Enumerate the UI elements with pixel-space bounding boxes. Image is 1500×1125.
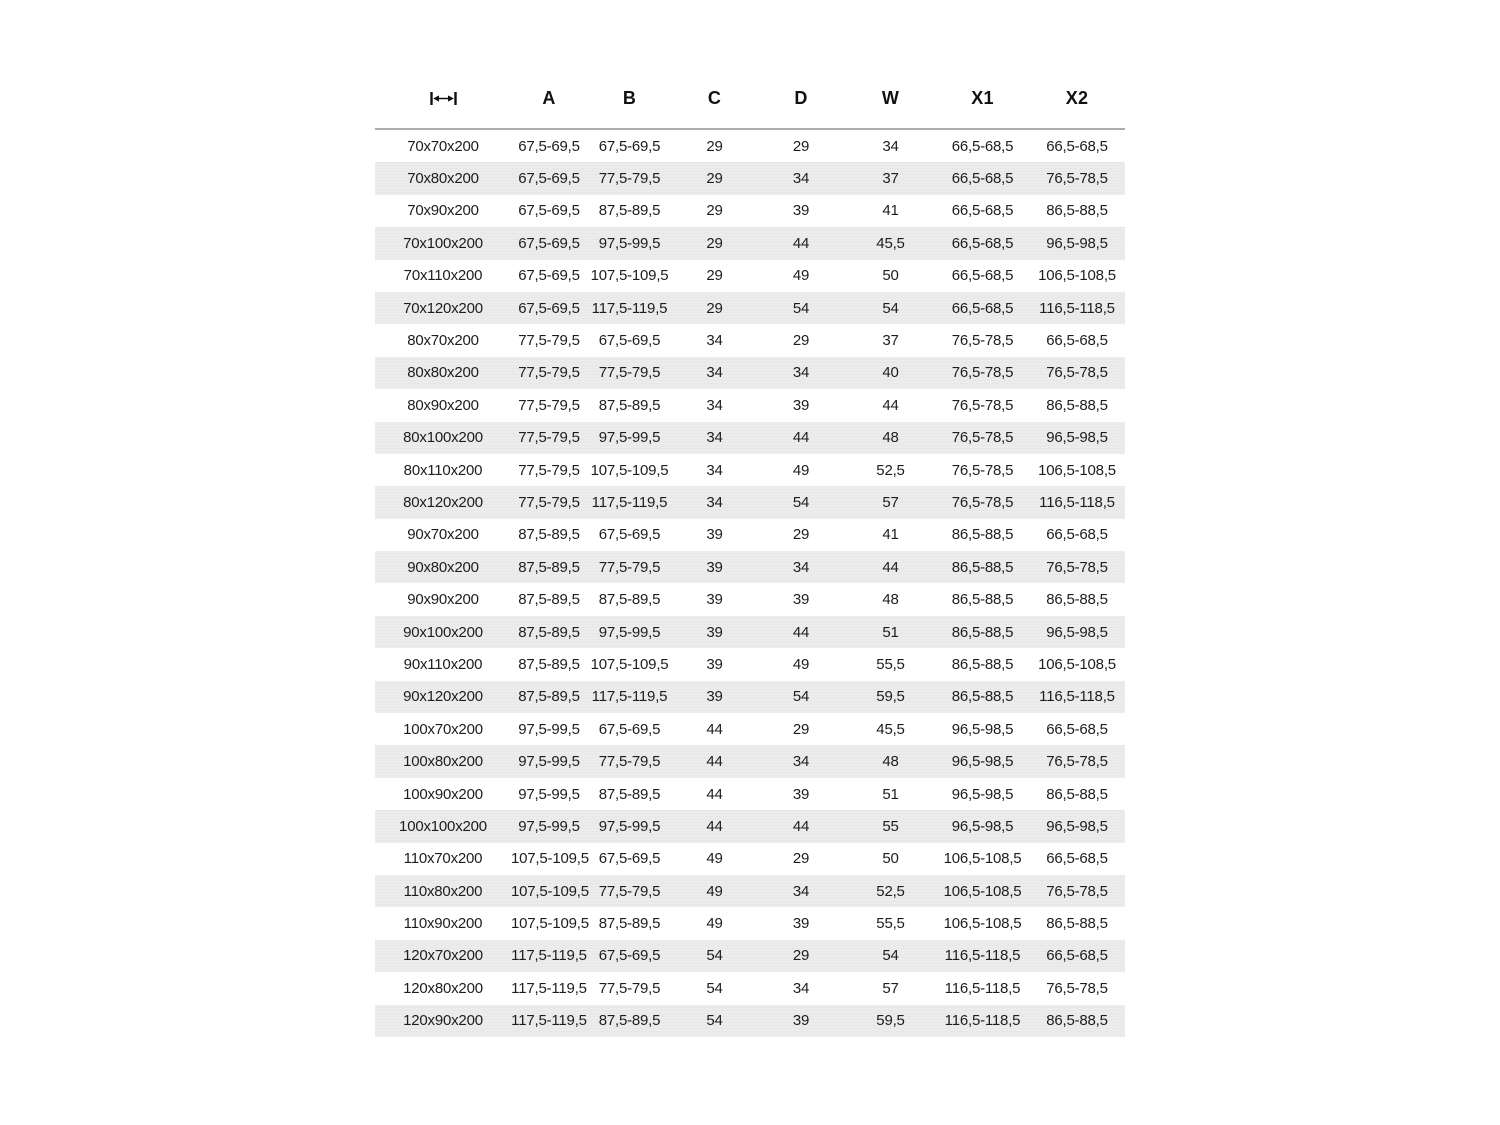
cell-D: 54 bbox=[792, 688, 810, 706]
cell-C: 39 bbox=[706, 688, 723, 706]
cell-A: 77,5-79,5 bbox=[518, 461, 580, 479]
cell-D: 39 bbox=[792, 396, 810, 414]
cell-size: 70x100x200 bbox=[403, 234, 483, 252]
cell-A: 77,5-79,5 bbox=[518, 332, 580, 350]
cell-B: 97,5-99,5 bbox=[598, 623, 661, 641]
cell-X1: 86,5-88,5 bbox=[951, 655, 1014, 673]
cell-X1: 116,5-118,5 bbox=[944, 947, 1021, 965]
table-row bbox=[375, 583, 1125, 615]
table-row bbox=[375, 519, 1125, 551]
cell-C: 39 bbox=[706, 558, 723, 576]
cell-A: 87,5-89,5 bbox=[518, 623, 580, 641]
cell-W: 55 bbox=[882, 817, 899, 835]
cell-A: 97,5-99,5 bbox=[518, 720, 580, 738]
cell-A: 67,5-69,5 bbox=[518, 299, 580, 317]
cell-A: 87,5-89,5 bbox=[518, 526, 580, 544]
cell-size: 110x70x200 bbox=[403, 850, 483, 868]
cell-X2: 106,5-108,5 bbox=[1038, 267, 1116, 285]
cell-C: 49 bbox=[706, 915, 723, 933]
cell-B: 117,5-119,5 bbox=[591, 688, 668, 706]
cell-W: 41 bbox=[882, 526, 899, 544]
cell-B: 77,5-79,5 bbox=[598, 364, 661, 382]
col-header-size bbox=[375, 88, 511, 109]
cell-X2: 66,5-68,5 bbox=[1046, 526, 1108, 544]
cell-C: 49 bbox=[706, 882, 723, 900]
col-header-w: W bbox=[881, 87, 900, 108]
cell-X1: 116,5-118,5 bbox=[944, 1012, 1021, 1030]
cell-B: 77,5-79,5 bbox=[598, 979, 661, 997]
cell-C: 39 bbox=[706, 526, 723, 544]
cell-X2: 66,5-68,5 bbox=[1046, 947, 1108, 965]
cell-W: 59,5 bbox=[876, 1012, 905, 1030]
cell-X1: 86,5-88,5 bbox=[951, 558, 1014, 576]
cell-B: 77,5-79,5 bbox=[598, 558, 661, 576]
cell-A: 77,5-79,5 bbox=[518, 364, 580, 382]
cell-W: 48 bbox=[882, 753, 899, 771]
cell-X2: 106,5-108,5 bbox=[1038, 461, 1116, 479]
cell-size: 90x120x200 bbox=[403, 688, 483, 706]
cell-D: 39 bbox=[792, 1012, 810, 1030]
cell-B: 87,5-89,5 bbox=[598, 396, 661, 414]
cell-size: 90x110x200 bbox=[403, 655, 483, 673]
cell-size: 120x80x200 bbox=[403, 979, 483, 997]
table-row bbox=[375, 486, 1125, 518]
cell-B: 87,5-89,5 bbox=[598, 1012, 661, 1030]
table-row bbox=[375, 843, 1125, 875]
cell-W: 48 bbox=[882, 429, 899, 447]
cell-C: 34 bbox=[706, 429, 723, 447]
cell-size: 70x120x200 bbox=[403, 299, 483, 317]
table-row bbox=[375, 940, 1125, 972]
cell-C: 54 bbox=[706, 947, 723, 965]
cell-B: 87,5-89,5 bbox=[598, 591, 661, 609]
cell-A: 87,5-89,5 bbox=[518, 688, 580, 706]
table-row bbox=[375, 648, 1125, 680]
cell-C: 29 bbox=[706, 299, 723, 317]
cell-size: 70x90x200 bbox=[407, 202, 479, 220]
cell-X1: 66,5-68,5 bbox=[951, 137, 1014, 155]
cell-B: 77,5-79,5 bbox=[598, 882, 661, 900]
table-body bbox=[375, 130, 1125, 1037]
cell-D: 34 bbox=[792, 558, 810, 576]
cell-A: 77,5-79,5 bbox=[518, 493, 580, 511]
cell-X2: 96,5-98,5 bbox=[1046, 429, 1108, 447]
table-row bbox=[375, 713, 1125, 745]
cell-A: 107,5-109,5 bbox=[511, 915, 589, 933]
cell-C: 34 bbox=[706, 364, 723, 382]
cell-X2: 66,5-68,5 bbox=[1046, 137, 1108, 155]
cell-A: 107,5-109,5 bbox=[511, 882, 589, 900]
cell-X1: 96,5-98,5 bbox=[951, 817, 1014, 835]
cell-X2: 106,5-108,5 bbox=[1038, 655, 1116, 673]
cell-D: 29 bbox=[792, 137, 810, 155]
cell-X1: 66,5-68,5 bbox=[951, 202, 1014, 220]
cell-X1: 86,5-88,5 bbox=[951, 526, 1014, 544]
table-row bbox=[375, 875, 1125, 907]
cell-W: 51 bbox=[882, 785, 899, 803]
cell-W: 54 bbox=[882, 299, 899, 317]
cell-X1: 66,5-68,5 bbox=[951, 234, 1014, 252]
cell-C: 39 bbox=[706, 655, 723, 673]
cell-D: 39 bbox=[792, 591, 810, 609]
cell-B: 97,5-99,5 bbox=[598, 817, 661, 835]
cell-X2: 76,5-78,5 bbox=[1046, 979, 1108, 997]
cell-A: 67,5-69,5 bbox=[518, 202, 580, 220]
cell-W: 50 bbox=[882, 850, 899, 868]
cell-X1: 76,5-78,5 bbox=[951, 332, 1014, 350]
cell-W: 57 bbox=[882, 493, 899, 511]
cell-B: 117,5-119,5 bbox=[591, 493, 668, 511]
cell-D: 34 bbox=[792, 753, 810, 771]
cell-X2: 96,5-98,5 bbox=[1046, 623, 1108, 641]
table-row bbox=[375, 972, 1125, 1004]
cell-W: 54 bbox=[882, 947, 899, 965]
cell-A: 107,5-109,5 bbox=[511, 850, 589, 868]
cell-D: 29 bbox=[792, 850, 810, 868]
table-row bbox=[375, 389, 1125, 421]
cell-X1: 116,5-118,5 bbox=[944, 979, 1021, 997]
cell-X2: 76,5-78,5 bbox=[1046, 882, 1108, 900]
cell-A: 117,5-119,5 bbox=[511, 947, 587, 965]
cell-B: 77,5-79,5 bbox=[598, 753, 661, 771]
cell-W: 37 bbox=[882, 170, 899, 188]
cell-size: 110x80x200 bbox=[403, 882, 483, 900]
table-row bbox=[375, 778, 1125, 810]
col-header-a: A bbox=[542, 87, 556, 108]
cell-D: 44 bbox=[792, 623, 810, 641]
cell-C: 39 bbox=[706, 591, 723, 609]
cell-X2: 66,5-68,5 bbox=[1046, 332, 1108, 350]
cell-A: 77,5-79,5 bbox=[518, 429, 580, 447]
cell-B: 67,5-69,5 bbox=[598, 947, 661, 965]
cell-C: 44 bbox=[706, 720, 723, 738]
col-header-d: D bbox=[794, 87, 808, 108]
table-row bbox=[375, 1005, 1125, 1037]
cell-W: 50 bbox=[882, 267, 899, 285]
cell-size: 90x90x200 bbox=[407, 591, 479, 609]
cell-D: 34 bbox=[792, 364, 810, 382]
cell-A: 67,5-69,5 bbox=[518, 170, 580, 188]
cell-size: 80x120x200 bbox=[403, 493, 483, 511]
cell-X1: 96,5-98,5 bbox=[951, 785, 1014, 803]
cell-W: 41 bbox=[882, 202, 899, 220]
cell-D: 29 bbox=[792, 720, 810, 738]
cell-D: 34 bbox=[792, 979, 810, 997]
cell-size: 100x100x200 bbox=[399, 817, 487, 835]
table-row bbox=[375, 907, 1125, 939]
table-row bbox=[375, 227, 1125, 259]
cell-size: 70x80x200 bbox=[407, 170, 479, 188]
cell-D: 54 bbox=[792, 493, 810, 511]
col-header-c: C bbox=[707, 87, 722, 108]
cell-X2: 76,5-78,5 bbox=[1046, 753, 1108, 771]
cell-C: 34 bbox=[706, 332, 723, 350]
cell-C: 34 bbox=[706, 493, 723, 511]
cell-D: 39 bbox=[792, 915, 810, 933]
cell-D: 49 bbox=[792, 267, 810, 285]
cell-W: 55,5 bbox=[876, 655, 905, 673]
cell-X1: 106,5-108,5 bbox=[943, 882, 1022, 900]
cell-D: 44 bbox=[792, 234, 810, 252]
cell-D: 29 bbox=[792, 332, 810, 350]
cell-D: 34 bbox=[792, 170, 810, 188]
cell-D: 39 bbox=[792, 785, 810, 803]
cell-C: 34 bbox=[706, 396, 723, 414]
cell-X2: 116,5-118,5 bbox=[1039, 299, 1115, 317]
cell-size: 80x80x200 bbox=[407, 364, 479, 382]
cell-A: 97,5-99,5 bbox=[518, 817, 580, 835]
col-header-x1: X1 bbox=[971, 87, 994, 108]
cell-X1: 106,5-108,5 bbox=[943, 850, 1022, 868]
table-row bbox=[375, 745, 1125, 777]
cell-W: 45,5 bbox=[876, 720, 905, 738]
table-row bbox=[375, 324, 1125, 356]
cell-D: 49 bbox=[792, 655, 810, 673]
table-row bbox=[375, 162, 1125, 194]
cell-X1: 66,5-68,5 bbox=[951, 299, 1014, 317]
cell-X2: 96,5-98,5 bbox=[1046, 234, 1108, 252]
cell-A: 117,5-119,5 bbox=[511, 1012, 587, 1030]
cell-B: 67,5-69,5 bbox=[598, 137, 661, 155]
cell-size: 100x70x200 bbox=[403, 720, 483, 738]
cell-size: 120x90x200 bbox=[403, 1012, 483, 1030]
cell-W: 44 bbox=[882, 396, 899, 414]
cell-B: 67,5-69,5 bbox=[598, 720, 661, 738]
cell-size: 70x70x200 bbox=[407, 137, 479, 155]
cell-X1: 66,5-68,5 bbox=[951, 170, 1014, 188]
cell-W: 52,5 bbox=[876, 461, 905, 479]
cell-B: 97,5-99,5 bbox=[598, 234, 661, 252]
table-row bbox=[375, 357, 1125, 389]
cell-size: 90x100x200 bbox=[403, 623, 483, 641]
cell-A: 87,5-89,5 bbox=[518, 591, 580, 609]
cell-W: 57 bbox=[882, 979, 899, 997]
cell-X1: 76,5-78,5 bbox=[951, 461, 1014, 479]
cell-A: 77,5-79,5 bbox=[518, 396, 580, 414]
table-row bbox=[375, 681, 1125, 713]
cell-C: 29 bbox=[706, 267, 723, 285]
cell-D: 44 bbox=[792, 817, 810, 835]
cell-W: 45,5 bbox=[876, 234, 905, 252]
cell-B: 67,5-69,5 bbox=[598, 526, 661, 544]
cell-size: 80x70x200 bbox=[407, 332, 479, 350]
cell-X1: 96,5-98,5 bbox=[951, 753, 1014, 771]
cell-size: 80x90x200 bbox=[407, 396, 479, 414]
table-row bbox=[375, 422, 1125, 454]
cell-W: 40 bbox=[882, 364, 899, 382]
cell-B: 97,5-99,5 bbox=[598, 429, 661, 447]
table-row bbox=[375, 616, 1125, 648]
table-row bbox=[375, 454, 1125, 486]
cell-A: 67,5-69,5 bbox=[518, 267, 580, 285]
cell-X1: 76,5-78,5 bbox=[951, 429, 1014, 447]
cell-C: 29 bbox=[706, 170, 723, 188]
cell-A: 67,5-69,5 bbox=[518, 234, 580, 252]
table-row bbox=[375, 292, 1125, 324]
cell-W: 44 bbox=[882, 558, 899, 576]
cell-C: 44 bbox=[706, 817, 723, 835]
cell-C: 29 bbox=[706, 202, 723, 220]
cell-C: 54 bbox=[706, 979, 723, 997]
cell-D: 39 bbox=[792, 202, 810, 220]
cell-W: 59,5 bbox=[876, 688, 905, 706]
width-dimension-icon bbox=[430, 88, 457, 108]
cell-C: 44 bbox=[706, 785, 723, 803]
cell-size: 80x110x200 bbox=[403, 461, 483, 479]
table-header-row bbox=[375, 68, 1125, 130]
cell-D: 54 bbox=[792, 299, 810, 317]
cell-X2: 86,5-88,5 bbox=[1046, 785, 1108, 803]
cell-B: 67,5-69,5 bbox=[598, 850, 661, 868]
cell-B: 87,5-89,5 bbox=[598, 785, 661, 803]
cell-size: 90x70x200 bbox=[407, 526, 479, 544]
cell-A: 117,5-119,5 bbox=[511, 979, 587, 997]
cell-X2: 86,5-88,5 bbox=[1046, 396, 1108, 414]
table-row bbox=[375, 810, 1125, 842]
cell-W: 34 bbox=[882, 137, 899, 155]
cell-C: 34 bbox=[706, 461, 723, 479]
cell-size: 80x100x200 bbox=[403, 429, 483, 447]
cell-W: 51 bbox=[882, 623, 899, 641]
cell-C: 29 bbox=[706, 137, 723, 155]
col-header-x2: X2 bbox=[1065, 87, 1089, 108]
cell-X1: 76,5-78,5 bbox=[951, 493, 1014, 511]
cell-A: 97,5-99,5 bbox=[518, 785, 580, 803]
cell-W: 48 bbox=[882, 591, 899, 609]
cell-B: 87,5-89,5 bbox=[598, 202, 661, 220]
cell-B: 107,5-109,5 bbox=[590, 267, 669, 285]
cell-X2: 76,5-78,5 bbox=[1046, 364, 1108, 382]
cell-B: 77,5-79,5 bbox=[598, 170, 661, 188]
cell-size: 120x70x200 bbox=[403, 947, 483, 965]
cell-X2: 116,5-118,5 bbox=[1039, 493, 1115, 511]
cell-B: 107,5-109,5 bbox=[590, 655, 669, 673]
cell-size: 70x110x200 bbox=[403, 267, 483, 285]
cell-B: 117,5-119,5 bbox=[591, 299, 668, 317]
cell-size: 110x90x200 bbox=[403, 915, 483, 933]
cell-X2: 76,5-78,5 bbox=[1046, 558, 1108, 576]
cell-A: 97,5-99,5 bbox=[518, 753, 580, 771]
cell-X2: 86,5-88,5 bbox=[1046, 591, 1108, 609]
cell-C: 39 bbox=[706, 623, 723, 641]
cell-D: 29 bbox=[792, 526, 810, 544]
cell-B: 107,5-109,5 bbox=[590, 461, 669, 479]
cell-X1: 66,5-68,5 bbox=[951, 267, 1014, 285]
cell-X2: 66,5-68,5 bbox=[1046, 850, 1108, 868]
cell-size: 100x90x200 bbox=[403, 785, 483, 803]
table-row bbox=[375, 551, 1125, 583]
cell-size: 100x80x200 bbox=[403, 753, 483, 771]
col-header-b: B bbox=[622, 87, 637, 108]
cell-B: 67,5-69,5 bbox=[598, 332, 661, 350]
cell-X2: 66,5-68,5 bbox=[1046, 720, 1108, 738]
cell-X2: 76,5-78,5 bbox=[1046, 170, 1108, 188]
cell-D: 44 bbox=[792, 429, 810, 447]
cell-A: 67,5-69,5 bbox=[518, 137, 580, 155]
cell-X2: 96,5-98,5 bbox=[1046, 817, 1108, 835]
cell-D: 29 bbox=[792, 947, 810, 965]
cell-X2: 86,5-88,5 bbox=[1046, 915, 1108, 933]
table-row bbox=[375, 260, 1125, 292]
cell-W: 55,5 bbox=[876, 915, 905, 933]
cell-C: 54 bbox=[706, 1012, 723, 1030]
cell-C: 29 bbox=[706, 234, 723, 252]
cell-D: 34 bbox=[792, 882, 810, 900]
cell-size: 90x80x200 bbox=[407, 558, 479, 576]
cell-C: 49 bbox=[706, 850, 723, 868]
cell-X1: 76,5-78,5 bbox=[951, 364, 1014, 382]
cell-W: 52,5 bbox=[876, 882, 905, 900]
cell-X1: 86,5-88,5 bbox=[951, 623, 1014, 641]
cell-X1: 86,5-88,5 bbox=[951, 688, 1014, 706]
cell-X1: 96,5-98,5 bbox=[951, 720, 1014, 738]
cell-B: 87,5-89,5 bbox=[598, 915, 661, 933]
dimensions-table bbox=[375, 68, 1125, 1037]
cell-X1: 106,5-108,5 bbox=[943, 915, 1022, 933]
cell-A: 87,5-89,5 bbox=[518, 655, 580, 673]
cell-X2: 86,5-88,5 bbox=[1046, 1012, 1108, 1030]
cell-W: 37 bbox=[882, 332, 899, 350]
table-row bbox=[375, 195, 1125, 227]
cell-X1: 86,5-88,5 bbox=[951, 591, 1014, 609]
cell-D: 49 bbox=[792, 461, 810, 479]
table-row bbox=[375, 130, 1125, 162]
cell-A: 87,5-89,5 bbox=[518, 558, 580, 576]
cell-X2: 86,5-88,5 bbox=[1046, 202, 1108, 220]
cell-X1: 76,5-78,5 bbox=[951, 396, 1014, 414]
cell-C: 44 bbox=[706, 753, 723, 771]
cell-X2: 116,5-118,5 bbox=[1039, 688, 1115, 706]
